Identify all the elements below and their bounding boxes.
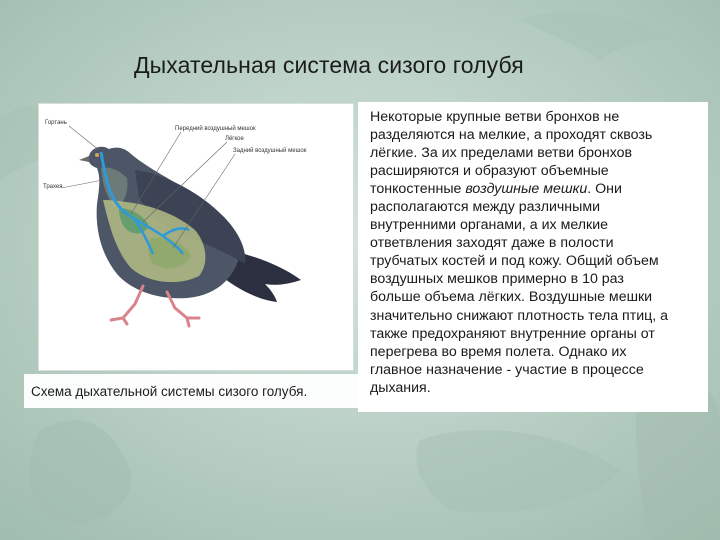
body-line: больше объема лёгких. Воздушные мешки [370,289,653,306]
body-line: значительно снижают плотность тела птиц, а [370,307,669,324]
body-line: расширяются и образуют объемные [370,163,609,180]
pigeon-beak [79,156,89,162]
label-larynx: Гортань [45,120,67,126]
label-lung: Лёгкое [225,136,244,142]
body-line: ответвления заходят даже в полости [370,235,614,252]
body-text [370,108,706,397]
body-line: перегрева во время полета. Однако их [370,343,627,360]
body-line: дыхания. [370,379,431,396]
body-line: также предохраняют внутренние органы от [370,325,655,342]
figure-caption: Схема дыхательной системы сизого голубя. [31,384,308,399]
label-rear-air-sac: Задний воздушный мешок [233,148,307,154]
body-line-part: тонкостенные [370,181,466,198]
body-line: внутренними органами, а их мелкие [370,217,609,234]
label-front-air-sac: Передний воздушный мешок [175,126,256,132]
body-line: трубчатых костей и под кожу. Общий объем [370,253,659,270]
pigeon-respiratory-diagram [39,104,353,370]
body-line: лёгкие. За их пределами ветви бронхов [370,145,633,162]
figure-panel [38,103,354,371]
body-line: главное назначение - участие в процессе [370,361,644,378]
pigeon-eye [95,153,99,157]
body-line: располагаются между различными [370,199,601,216]
label-trachea: Трахея [43,184,63,190]
body-line: Некоторые крупные ветви бронхов не [370,109,620,125]
body-line: разделяются на мелкие, а проходят сквозь [370,127,653,144]
body-line: воздушных мешков примерно в 10 раз [370,271,624,288]
air-sacs-term: воздушные мешки [465,181,588,198]
body-line [370,180,706,198]
body-line-part: . Они [587,181,622,198]
slide-title: Дыхательная система сизого голубя [134,52,524,78]
